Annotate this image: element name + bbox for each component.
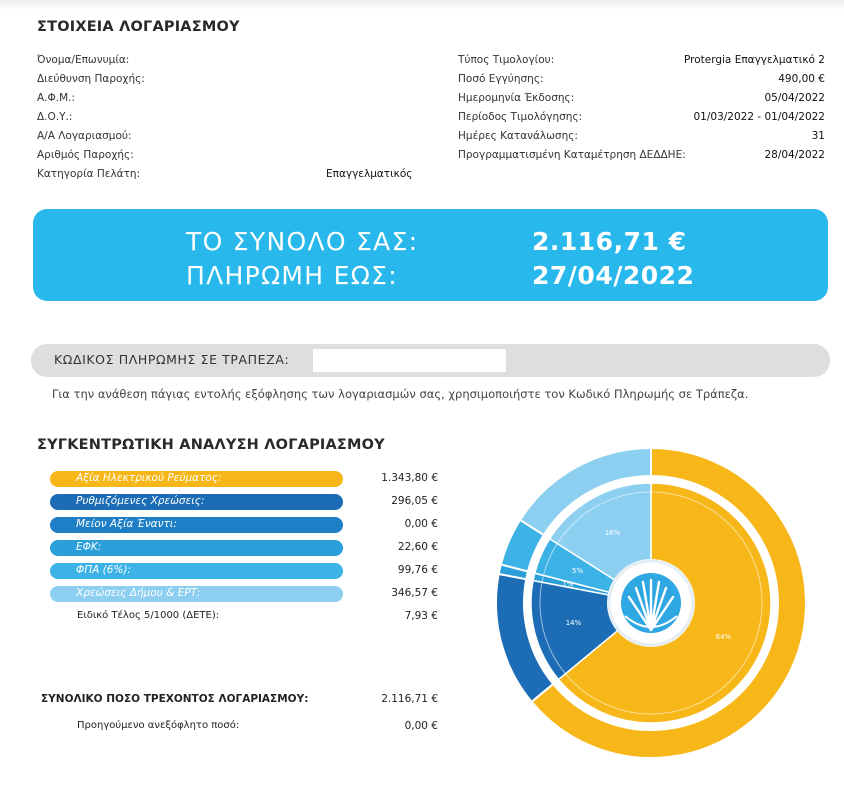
- payment-code-label: ΚΩΔΙΚΟΣ ΠΛΗΡΩΜΗΣ ΣΕ ΤΡΑΠΕΖΑ:: [54, 352, 290, 367]
- legend-energy: [50, 471, 343, 487]
- legend-vat-label: ΦΠΑ (6%):: [76, 564, 132, 576]
- legend-regulated-label: Ρυθμιζόμενες Χρεώσεις:: [76, 495, 205, 507]
- account-number-label: Α/Α Λογαριασμού:: [37, 130, 132, 142]
- legend-dot-municipal: [52, 588, 64, 600]
- percent-label-3: 1%: [562, 580, 574, 589]
- legend-regulated: [50, 494, 343, 510]
- percent-label-1: 64%: [715, 633, 732, 642]
- total-label: ΤΟ ΣΥΝΟΛΟ ΣΑΣ:: [186, 227, 419, 256]
- account-section-title: ΣΤΟΙΧΕΙΑ ΛΟΓΑΡΙΑΣΜΟΥ: [37, 19, 240, 35]
- guarantee-amount-value: 490,00 €: [778, 73, 825, 85]
- legend-advance-label: Μείον Αξία Έναντι:: [76, 518, 177, 530]
- tax-id-label: Α.Φ.Μ.:: [37, 92, 76, 104]
- tariff-type-label: Τύπος Τιμολογίου:: [458, 54, 555, 66]
- legend-dot-regulated: [52, 496, 64, 508]
- billing-period-label: Περίοδος Τιμολόγησης:: [458, 111, 583, 123]
- supply-address-label: Διεύθυνση Παροχής:: [37, 73, 145, 85]
- legend-dot-efk: [52, 542, 64, 554]
- legend-energy-label: Αξία Ηλεκτρικού Ρεύματος:: [76, 472, 222, 484]
- legend-regulated-amount: 296,05 €: [391, 495, 438, 507]
- legend-municipal-label: Χρεώσεις Δήμου & ΕΡΤ:: [76, 587, 201, 599]
- legend-vat: [50, 563, 343, 579]
- due-date: 27/04/2022: [532, 261, 695, 290]
- payment-code-bar: [31, 344, 830, 377]
- customer-name-label: Όνομα/Επωνυμία:: [37, 54, 130, 66]
- legend-dot-advance: [52, 519, 64, 531]
- percent-label-5: 16%: [604, 528, 621, 537]
- guarantee-amount-label: Ποσό Εγγύησης:: [458, 73, 544, 85]
- current-total-label: ΣΥΝΟΛΙΚΟ ΠΟΣΟ ΤΡΕΧΟΝΤΟΣ ΛΟΓΑΡΙΑΣΜΟΥ:: [41, 693, 309, 705]
- special-fee-label: Ειδικό Τέλος 5/1000 (ΔΕΤΕ):: [77, 610, 220, 621]
- legend-energy-amount: 1.343,80 €: [381, 472, 438, 484]
- legend-municipal-amount: 346,57 €: [391, 587, 438, 599]
- legend-efk-amount: 22,60 €: [397, 541, 438, 553]
- percent-label-4: 5%: [572, 567, 584, 576]
- scheduled-reading-value: 28/04/2022: [764, 149, 825, 161]
- total-amount: 2.116,71 €: [532, 227, 687, 256]
- customer-category-label: Κατηγορία Πελάτη:: [37, 168, 141, 180]
- analysis-section-title: ΣΥΓΚΕΝΤΡΩΤΙΚΗ ΑΝΑΛΥΣΗ ΛΟΓΑΡΙΑΣΜΟΥ: [37, 437, 385, 453]
- top-shade: [0, 0, 844, 10]
- tax-office-label: Δ.Ο.Υ.:: [37, 111, 73, 123]
- percent-label-2: 14%: [565, 618, 582, 627]
- legend-dot-vat: [52, 565, 64, 577]
- supply-number-label: Αριθμός Παροχής:: [37, 149, 134, 161]
- issue-date-label: Ημερομηνία Έκδοσης:: [458, 92, 575, 104]
- customer-category-value: Επαγγελματικός: [326, 168, 413, 180]
- previous-unpaid-amount: 0,00 €: [404, 720, 438, 732]
- current-total-amount: 2.116,71 €: [381, 693, 438, 705]
- consumption-days-value: 31: [811, 130, 825, 142]
- legend-advance: [50, 517, 343, 533]
- previous-unpaid-label: Προηγούμενο ανεξόφλητο ποσό:: [77, 720, 240, 731]
- legend-vat-amount: 99,76 €: [397, 564, 438, 576]
- legend-efk-label: ΕΦΚ:: [76, 541, 102, 553]
- scheduled-reading-label: Προγραμματισμένη Καταμέτρηση ΔΕΔΔΗΕ:: [458, 149, 686, 161]
- bill-breakdown-chart: [473, 448, 833, 787]
- payment-code-value: [313, 349, 506, 372]
- billing-period-value: 01/03/2022 - 01/04/2022: [693, 111, 825, 123]
- legend-dot-energy: [52, 473, 64, 485]
- issue-date-value: 05/04/2022: [764, 92, 825, 104]
- protergia-logo-icon: [621, 573, 681, 633]
- payment-note: Για την ανάθεση πάγιας εντολής εξόφλησης των λογαριασμών σας, χρησιμοποιήστε τον Κωδικό Πληρωμής σε Τράπεζα.: [52, 387, 749, 401]
- consumption-days-label: Ημέρες Κατανάλωσης:: [458, 130, 578, 142]
- legend-efk: [50, 540, 343, 556]
- due-label: ΠΛΗΡΩΜΗ ΕΩΣ:: [186, 261, 398, 290]
- total-banner: [33, 209, 828, 301]
- legend-municipal: [50, 586, 343, 602]
- tariff-type-value: Protergia Επαγγελματικό 2: [683, 54, 825, 66]
- special-fee-amount: 7,93 €: [404, 610, 438, 622]
- legend-advance-amount: 0,00 €: [404, 518, 438, 530]
